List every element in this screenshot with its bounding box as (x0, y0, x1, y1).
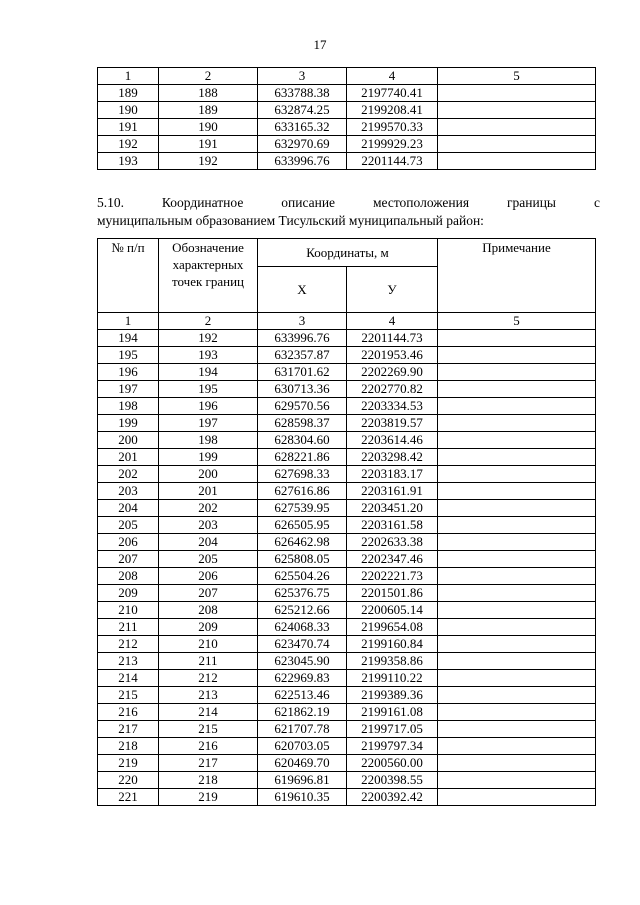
table-cell: 630713.36 (258, 381, 347, 398)
table-cell: 619696.81 (258, 772, 347, 789)
table-cell (438, 153, 596, 170)
table-cell: 215 (159, 721, 258, 738)
table-cell: 217 (98, 721, 159, 738)
table-row (98, 704, 596, 721)
table-row (98, 466, 596, 483)
table-cell: 188 (159, 85, 258, 102)
table-cell (438, 721, 596, 738)
coordinates-table-continued (97, 67, 596, 170)
table-cell: 208 (159, 602, 258, 619)
table-cell: 2200392.42 (347, 789, 438, 806)
table-cell: 622513.46 (258, 687, 347, 704)
table-cell: 206 (159, 568, 258, 585)
table-cell: 218 (98, 738, 159, 755)
table-cell: 2201144.73 (347, 153, 438, 170)
table-row (98, 153, 596, 170)
table-cell: 216 (98, 704, 159, 721)
table-cell: 2202770.82 (347, 381, 438, 398)
table-cell: 2203161.91 (347, 483, 438, 500)
table-row (98, 534, 596, 551)
table-cell (438, 551, 596, 568)
table-cell: 2200398.55 (347, 772, 438, 789)
column-number: 2 (159, 68, 258, 85)
table-row (98, 738, 596, 755)
table-cell: 200 (98, 432, 159, 449)
table-cell (438, 636, 596, 653)
table-cell: 193 (159, 347, 258, 364)
table-cell: 218 (159, 772, 258, 789)
table-cell: 211 (159, 653, 258, 670)
table-cell: 2199389.36 (347, 687, 438, 704)
table-cell: 2203614.46 (347, 432, 438, 449)
table-cell: 206 (98, 534, 159, 551)
column-number: 3 (258, 68, 347, 85)
table-cell: 619610.35 (258, 789, 347, 806)
table-cell (438, 381, 596, 398)
table-cell: 189 (98, 85, 159, 102)
table-cell (438, 364, 596, 381)
page-number: 17 (313, 37, 327, 52)
table-cell: 2203183.17 (347, 466, 438, 483)
column-number: 4 (347, 68, 438, 85)
table-cell: 196 (98, 364, 159, 381)
table-cell: 220 (98, 772, 159, 789)
table-cell: 623045.90 (258, 653, 347, 670)
table-cell (438, 585, 596, 602)
section-word: границы (506, 195, 557, 210)
table-cell: 628598.37 (258, 415, 347, 432)
table-cell: 626462.98 (258, 534, 347, 551)
table-cell: 2202633.38 (347, 534, 438, 551)
column-number: 1 (98, 68, 159, 85)
table-row (98, 449, 596, 466)
table-row (98, 721, 596, 738)
table-cell: 2202221.73 (347, 568, 438, 585)
table-cell (438, 119, 596, 136)
header-row-1 (98, 239, 596, 267)
table-cell: 210 (98, 602, 159, 619)
table-cell: 2201501.86 (347, 585, 438, 602)
table-cell: 624068.33 (258, 619, 347, 636)
table-cell: 211 (98, 619, 159, 636)
table-cell: 2199160.84 (347, 636, 438, 653)
table-cell: 2199570.33 (347, 119, 438, 136)
table-cell: 197 (98, 381, 159, 398)
table-row (98, 755, 596, 772)
header-x: Х (258, 267, 347, 313)
table-cell: 192 (98, 136, 159, 153)
column-number: 5 (438, 68, 596, 85)
table-cell: 2200560.00 (347, 755, 438, 772)
table-cell: 212 (98, 636, 159, 653)
table-cell: 2199717.05 (347, 721, 438, 738)
table-cell (438, 738, 596, 755)
table-cell: 212 (159, 670, 258, 687)
table-cell: 628221.86 (258, 449, 347, 466)
table-cell (438, 466, 596, 483)
header-num: № п/п (98, 239, 159, 313)
table-row (98, 670, 596, 687)
table-cell (438, 330, 596, 347)
table-cell: 633788.38 (258, 85, 347, 102)
table-cell: 198 (159, 432, 258, 449)
table-row (98, 789, 596, 806)
table-cell (438, 415, 596, 432)
table-cell: 195 (159, 381, 258, 398)
table-cell: 221 (98, 789, 159, 806)
table-cell: 200 (159, 466, 258, 483)
table-cell (438, 347, 596, 364)
column-number-row (98, 313, 596, 330)
table-cell: 621862.19 (258, 704, 347, 721)
table-cell (438, 755, 596, 772)
table-cell (438, 789, 596, 806)
table-row (98, 85, 596, 102)
table-row (98, 517, 596, 534)
table-cell: 2200605.14 (347, 602, 438, 619)
table-cell: 198 (98, 398, 159, 415)
header-designation: Обозначение характерных точек границ (159, 239, 258, 313)
column-number: 2 (159, 313, 258, 330)
table-cell: 199 (98, 415, 159, 432)
column-number: 1 (98, 313, 159, 330)
column-number: 5 (438, 313, 596, 330)
column-number: 3 (258, 313, 347, 330)
table-row (98, 415, 596, 432)
table-cell (438, 449, 596, 466)
table-cell: 202 (159, 500, 258, 517)
table-cell: 2202347.46 (347, 551, 438, 568)
header-note: Примечание (438, 239, 596, 313)
table-cell: 2203161.58 (347, 517, 438, 534)
table-cell: 209 (98, 585, 159, 602)
table-cell: 203 (159, 517, 258, 534)
table-cell (438, 602, 596, 619)
table-cell: 204 (98, 500, 159, 517)
table-cell (438, 102, 596, 119)
table-cell: 207 (98, 551, 159, 568)
table-cell (438, 772, 596, 789)
table-cell: 219 (159, 789, 258, 806)
table-cell: 213 (159, 687, 258, 704)
table-cell (438, 398, 596, 415)
table-cell: 201 (98, 449, 159, 466)
table-cell: 202 (98, 466, 159, 483)
table-row (98, 653, 596, 670)
table-cell: 192 (159, 153, 258, 170)
table-cell: 190 (159, 119, 258, 136)
table-cell: 205 (159, 551, 258, 568)
table-row (98, 687, 596, 704)
table-row (98, 772, 596, 789)
table-cell (438, 500, 596, 517)
table-cell: 210 (159, 636, 258, 653)
table-cell: 215 (98, 687, 159, 704)
table-cell: 205 (98, 517, 159, 534)
table-row (98, 364, 596, 381)
table-cell: 627539.95 (258, 500, 347, 517)
table-cell: 214 (159, 704, 258, 721)
table-cell: 217 (159, 755, 258, 772)
table-cell: 2199797.34 (347, 738, 438, 755)
table-row (98, 500, 596, 517)
table-cell: 196 (159, 398, 258, 415)
table-cell (438, 483, 596, 500)
table-row (98, 432, 596, 449)
table-cell: 2201144.73 (347, 330, 438, 347)
table-cell: 627698.33 (258, 466, 347, 483)
table-cell: 2199208.41 (347, 102, 438, 119)
table-row (98, 636, 596, 653)
table-cell: 625504.26 (258, 568, 347, 585)
table-cell: 219 (98, 755, 159, 772)
table-cell: 622969.83 (258, 670, 347, 687)
table-cell: 189 (159, 102, 258, 119)
table-cell: 632970.69 (258, 136, 347, 153)
table-cell: 193 (98, 153, 159, 170)
table-cell (438, 85, 596, 102)
table-row (98, 568, 596, 585)
section-heading-line1 (97, 194, 600, 212)
table-cell: 620703.05 (258, 738, 347, 755)
table-cell: 207 (159, 585, 258, 602)
table-cell (438, 687, 596, 704)
table-row (98, 398, 596, 415)
table-cell: 628304.60 (258, 432, 347, 449)
table-cell: 2203334.53 (347, 398, 438, 415)
table-row (98, 102, 596, 119)
table-cell: 633996.76 (258, 330, 347, 347)
table-cell: 625212.66 (258, 602, 347, 619)
column-number: 4 (347, 313, 438, 330)
section-word: описание (281, 195, 336, 210)
table-cell: 632874.25 (258, 102, 347, 119)
table-cell: 2199161.08 (347, 704, 438, 721)
table-cell (438, 534, 596, 551)
table-cell: 201 (159, 483, 258, 500)
column-number-row (98, 68, 596, 85)
table-row (98, 602, 596, 619)
table-cell: 623470.74 (258, 636, 347, 653)
table-cell (438, 670, 596, 687)
table-cell (438, 136, 596, 153)
table-cell (438, 653, 596, 670)
table-cell: 195 (98, 347, 159, 364)
table-cell: 197 (159, 415, 258, 432)
section-word: Координатное (161, 195, 244, 210)
table-cell (438, 619, 596, 636)
table-row (98, 119, 596, 136)
coordinates-table (97, 238, 596, 806)
header-y: У (347, 267, 438, 313)
section-number: 5.10. (97, 195, 124, 210)
table-cell: 194 (98, 330, 159, 347)
table-cell: 190 (98, 102, 159, 119)
table-cell: 625376.75 (258, 585, 347, 602)
table-cell: 2199358.86 (347, 653, 438, 670)
table-cell: 199 (159, 449, 258, 466)
table-cell: 633996.76 (258, 153, 347, 170)
table-cell (438, 432, 596, 449)
table-row (98, 330, 596, 347)
table-cell: 627616.86 (258, 483, 347, 500)
table-cell: 203 (98, 483, 159, 500)
table-cell: 191 (159, 136, 258, 153)
table-row (98, 381, 596, 398)
table-cell (438, 568, 596, 585)
table-cell: 214 (98, 670, 159, 687)
table-cell: 631701.62 (258, 364, 347, 381)
table-body (98, 68, 596, 170)
section-word: с (593, 195, 600, 210)
table-cell: 633165.32 (258, 119, 347, 136)
table-cell: 191 (98, 119, 159, 136)
table-cell: 2199110.22 (347, 670, 438, 687)
table-cell: 2203451.20 (347, 500, 438, 517)
table-cell (438, 517, 596, 534)
table-row (98, 585, 596, 602)
table-cell (438, 704, 596, 721)
table-cell: 2199929.23 (347, 136, 438, 153)
table-cell: 620469.70 (258, 755, 347, 772)
table-cell: 2199654.08 (347, 619, 438, 636)
table-cell: 626505.95 (258, 517, 347, 534)
table-body (98, 239, 596, 806)
table-row (98, 551, 596, 568)
table-cell: 213 (98, 653, 159, 670)
table-cell: 632357.87 (258, 347, 347, 364)
table-cell: 209 (159, 619, 258, 636)
table-cell: 208 (98, 568, 159, 585)
table-cell: 2197740.41 (347, 85, 438, 102)
table-row (98, 136, 596, 153)
table-cell: 2203298.42 (347, 449, 438, 466)
table-row (98, 347, 596, 364)
section-heading-line2: муниципальным образованием Тисульский муниципальный район: (97, 213, 484, 228)
table-cell: 204 (159, 534, 258, 551)
table-cell: 2201953.46 (347, 347, 438, 364)
table-cell: 216 (159, 738, 258, 755)
table-cell: 194 (159, 364, 258, 381)
table-cell: 629570.56 (258, 398, 347, 415)
section-word: местоположения (372, 195, 470, 210)
table-row (98, 483, 596, 500)
table-cell: 192 (159, 330, 258, 347)
header-coordinates: Координаты, м (258, 239, 438, 267)
table-cell: 2203819.57 (347, 415, 438, 432)
table-cell: 621707.78 (258, 721, 347, 738)
table-cell: 625808.05 (258, 551, 347, 568)
table-row (98, 619, 596, 636)
table-cell: 2202269.90 (347, 364, 438, 381)
